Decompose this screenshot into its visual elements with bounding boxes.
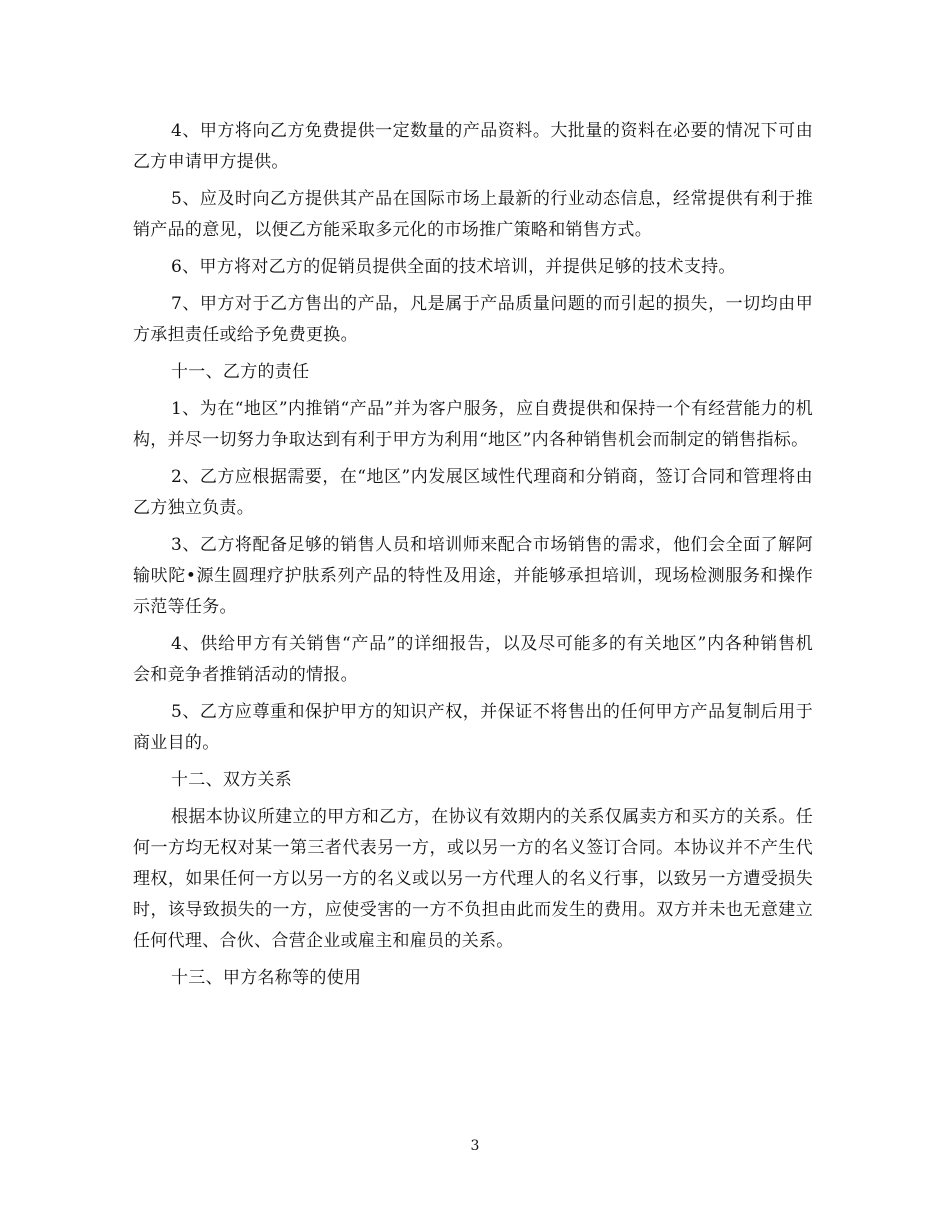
paragraph-b-item-1: 1、为在“地区”内推销“产品”并为客户服务，应自费提供和保持一个有经营能力的机构，并尽一切努力争取达到有利于甲方为利用“地区”内各种销售机会而制定的销售指标。: [133, 399, 813, 450]
page-number: 3: [470, 1138, 480, 1154]
paragraph-a-item-4: 4、甲方将向乙方免费提供一定数量的产品资料。大批量的资料在必要的情况下可由乙方申请甲方提供。: [133, 121, 813, 172]
paragraph-b-item-5: 5、乙方应尊重和保护甲方的知识产权，并保证不将售出的任何甲方产品复制后用于商业目的。: [133, 702, 813, 753]
paragraph-b-item-4: 4、供给甲方有关销售“产品”的详细报告，以及尽可能多的有关地区”内各种销售机会和竞争者推销活动的情报。: [133, 634, 813, 685]
paragraph-a-item-5: 5、应及时向乙方提供其产品在国际市场上最新的行业动态信息，经常提供有利于推销产品的意见，以便乙方能采取多元化的市场推广策略和销售方式。: [133, 189, 813, 240]
paragraph-a-item-6: 6、甲方将对乙方的促销员提供全面的技术培训，并提供足够的技术支持。: [171, 257, 736, 277]
paragraph-a-item-7: 7、甲方对于乙方售出的产品，凡是属于产品质量问题的而引起的损失，一切均由甲方承担责任或给予免费更换。: [133, 294, 813, 345]
section-heading-11: 十一、乙方的责任: [171, 362, 310, 382]
paragraph-b-item-2: 2、乙方应根据需要，在“地区”内发展区域性代理商和分销商，签订合同和管理将由乙方独立负责。: [133, 467, 813, 518]
paragraph-b-item-3: 3、乙方将配备足够的销售人员和培训师来配合市场销售的需求，他们会全面了解阿输吠陀•源生圆理疗护肤系列产品的特性及用途，并能够承担培训，现场检测服务和操作示范等任务。: [133, 535, 813, 617]
paragraph-relationship: 根据本协议所建立的甲方和乙方，在协议有效期内的关系仅属卖方和买方的关系。任何一方均无权对某一第三者代表另一方，或以另一方的名义签订合同。本协议并不产生代理权，如果任何一方以另一方的名义或以另一方代理人的名义行事，以致另一方遭受损失时，该导致损失的一方，应使受害的一方不负担由此而发生的费用。双方并未也无意建立任何代理、合伙、合营企业或雇主和雇员的关系。: [133, 807, 813, 951]
section-heading-12: 十二、双方关系: [171, 770, 293, 790]
section-heading-13: 十三、甲方名称等的使用: [171, 968, 362, 988]
document-body: [133, 116, 813, 1000]
